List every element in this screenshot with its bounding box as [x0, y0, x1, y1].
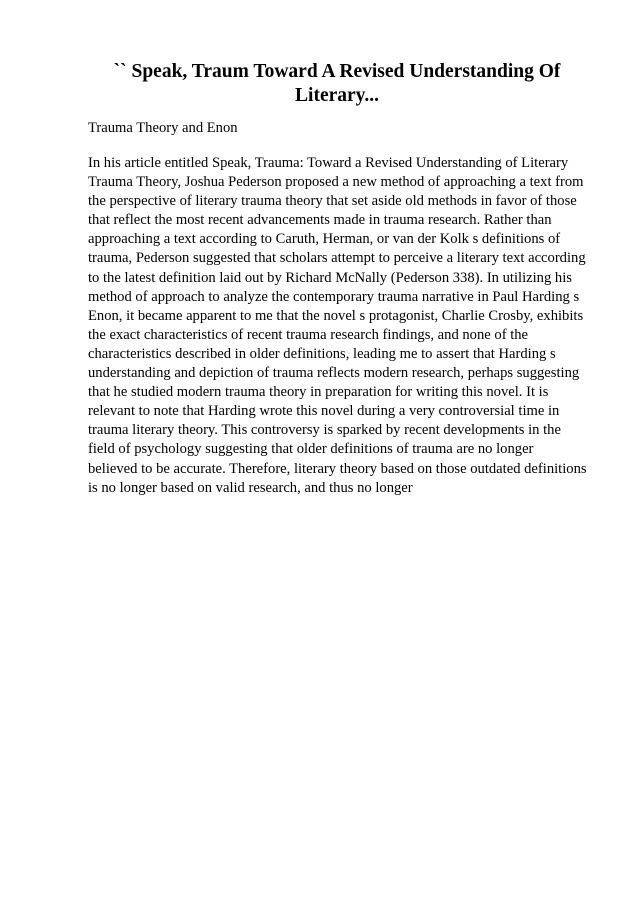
body-line: trauma literary theory. This controversy is sparked by recent developments in the — [88, 422, 561, 439]
body-line: that he studied modern trauma theory in preparation for writing this novel. It is — [88, 384, 549, 401]
body-line: the perspective of literary trauma theory that set aside old methods in favor of those — [88, 193, 577, 210]
body-line: to the latest definition laid out by Richard McNally (Pederson 338). In utilizing his — [88, 269, 572, 286]
body-line: Trauma Theory, Joshua Pederson proposed a new method of approaching a text from — [88, 174, 584, 191]
body-line: In his article entitled Speak, Trauma: Toward a Revised Understanding of Literary — [88, 155, 569, 171]
body-line: characteristics described in older definitions, leading me to assert that Harding s — [88, 345, 556, 362]
body-line: approaching a text according to Caruth, Herman, or van der Kolk s definitions of — [88, 231, 561, 248]
body-line: is no longer based on valid research, and thus no longer — [88, 479, 413, 496]
body-line: understanding and depiction of trauma reflects modern research, perhaps suggesting — [88, 365, 580, 382]
body-line: believed to be accurate. Therefore, literary theory based on those outdated definitions — [88, 460, 587, 477]
body-line: the exact characteristics of recent trauma research findings, and none of the — [88, 326, 529, 343]
body-line: trauma, Pederson suggested that scholars attempt to perceive a literary text according — [88, 250, 586, 267]
document-title: `` Speak, Traum Toward A Revised Understanding Of Literary... — [113, 61, 561, 106]
body-paragraph — [88, 154, 598, 498]
body-line: Enon, it became apparent to me that the novel s protagonist, Charlie Crosby, exhibits — [88, 307, 584, 324]
document-subtitle: Trauma Theory and Enon — [88, 120, 238, 136]
body-line: method of approach to analyze the contemporary trauma narrative in Paul Harding s — [88, 288, 580, 305]
body-line: relevant to note that Harding wrote this novel during a very controversial time in — [88, 403, 560, 420]
body-line: field of psychology suggesting that older definitions of trauma are no longer — [88, 441, 534, 458]
body-line: that reflect the most recent advancements made in trauma research. Rather than — [88, 212, 552, 229]
